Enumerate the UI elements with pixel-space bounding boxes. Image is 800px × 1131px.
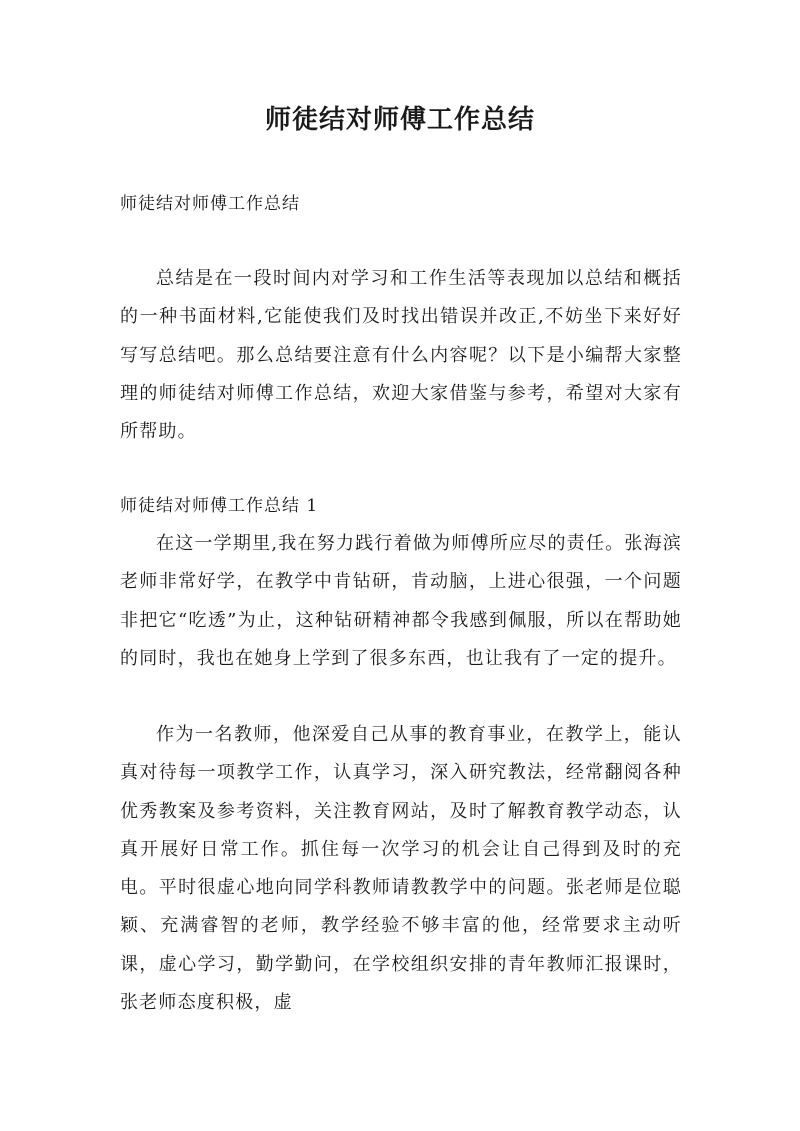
body-paragraph: 在这一学期里,我在努力践行着做为师傅所应尽的责任。张海滨老师非常好学，在教学中肯钻研，肯动脑，上进心很强，一个问题非把它“吃透”为止，这种钻研精神都令我感到佩服，所以在帮助她的同时，我也在她身上学到了很多东西，也让我有了一定的提升。	[120, 533, 682, 669]
document-title: 师徒结对师傅工作总结	[264, 105, 535, 135]
intro-paragraph: 总结是在一段时间内对学习和工作生活等表现加以总结和概括的一种书面材料,它能使我们及时找出错误并改正,不妨坐下来好好写写总结吧。那么总结要注意有什么内容呢？以下是小编帮大家整理的师徒结对师傅工作总结，欢迎大家借鉴与参考，希望对大家有所帮助。	[120, 268, 682, 443]
body-paragraph: 作为一名教师，他深爱自己从事的教育事业，在教学上，能认真对待每一项教学工作，认真学习，深入研究教法，经常翻阅各种优秀教案及参考资料，关注教育网站，及时了解教育教学动态，认真开展好日常工作。抓住每一次学习的机会让自己得到及时的充电。平时很虚心地向同学科教师请教教学中的问题。张老师是位聪颖、充满睿智的老师，教学经验不够丰富的他，经常要求主动听课，虚心学习，勤学勤问，在学校组织安排的青年教师汇报课时，张老师态度积极，虚	[120, 724, 682, 1014]
document-subtitle: 师徒结对师傅工作总结	[120, 194, 300, 214]
section-heading: 师徒结对师傅工作总结 1	[120, 496, 319, 516]
